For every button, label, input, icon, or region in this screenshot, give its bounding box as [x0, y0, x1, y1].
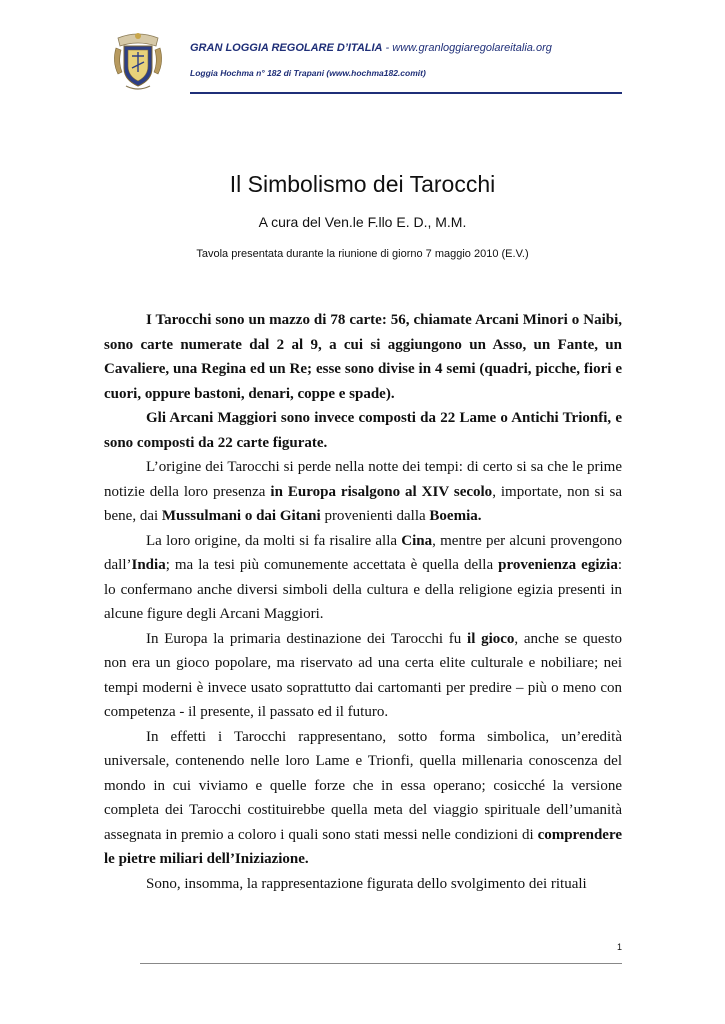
- text-run: , importate, non si sa bene, dai: [104, 483, 622, 524]
- bold-text-run: comprendere le pietre miliari dell’Iniziazione.: [104, 826, 622, 867]
- bold-text-run: Mussulmani o dai Gitani: [161, 508, 321, 524]
- text-run: In effetti i Tarocchi rappresentano, sotto forma simbolica, un’eredità universale, contenendo nelle loro Lame e Trionfi, quella millenaria conoscenza del mondo in cui viviamo e quelle forze che in essa operano; cosicché la versione completa dei Tarocchi costituirebbe quella meta del viaggio spirituale dell’umanità assegnata in premio a coloro i quali sono stati messi nelle condizioni di: [104, 728, 622, 843]
- page-number: 1: [616, 942, 622, 952]
- text-run: : lo confermano anche diversi simboli della cultura e della religione egizia presenti in alcune figure degli Arcani Maggiori.: [104, 557, 622, 622]
- document-body: [104, 308, 622, 896]
- text-run: La loro origine, da molti si fa risalire alla: [146, 532, 402, 549]
- text-run: , anche se questo non era un gioco popolare, ma riservato ad una certa elite culturale e nobiliare; nei tempi moderni è invece usato soprattutto dai cartomanti per predire – più o meno con competenza - il presente, il passato ed il futuro.: [104, 630, 622, 720]
- bold-text-run: Cina: [401, 532, 433, 549]
- text-run: L’origine dei Tarocchi si perde nella notte dei tempi: di certo si sa che le prime notizie della loro presenza: [104, 459, 622, 500]
- masonic-crest-icon: [110, 28, 166, 92]
- header-org-name: GRAN LOGGIA REGOLARE D’ITALIA: [190, 42, 383, 54]
- body-paragraph: [104, 725, 622, 872]
- body-paragraph: [104, 627, 622, 725]
- document-presentation-note: Tavola presentata durante la riunione di giorno 7 maggio 2010 (E.V.): [196, 248, 529, 260]
- document-author: A cura del Ven.le F.llo E. D., M.M.: [258, 214, 467, 230]
- bold-text-run: India: [131, 557, 166, 573]
- text-run: , mentre per alcuni provengono dall’: [104, 532, 622, 573]
- footer-divider: [140, 963, 622, 964]
- body-paragraph: [104, 308, 622, 406]
- header-divider: [190, 92, 622, 94]
- header-lodge: Loggia Hochma n° 182 di Trapani (www.hochma182.comit): [190, 68, 426, 78]
- body-paragraph: [104, 529, 622, 627]
- text-run: provenienti dalla: [320, 508, 430, 524]
- bold-text-run: il gioco: [467, 630, 515, 647]
- bold-text-run: Boemia.: [429, 508, 482, 524]
- header-org-line: [190, 42, 552, 54]
- body-paragraph: [104, 872, 622, 897]
- body-paragraph: [104, 455, 622, 529]
- header-org-site: - www.granloggiaregolareitalia.org: [382, 42, 552, 54]
- bold-text-run: in Europa risalgono al XIV secolo: [270, 483, 493, 500]
- document-title: Il Simbolismo dei Tarocchi: [229, 171, 496, 197]
- text-run: Sono, insomma, la rappresentazione figurata dello svolgimento dei rituali: [146, 875, 587, 892]
- body-paragraph: [104, 406, 622, 455]
- document-header: [110, 28, 622, 98]
- bold-text-run: I Tarocchi sono un mazzo di 78 carte: 56, chiamate Arcani Minori o Naibi, sono carte numerate dal 2 al 9, a cui si aggiungono un Asso, un Fante, un Cavaliere, una Regina ed un Re; esse sono divise in 4 semi (quadri, picche, fiori e cuori, oppure bastoni, denari, coppe e spade).: [104, 312, 622, 402]
- bold-text-run: Gli Arcani Maggiori sono invece composti da 22 Lame o Antichi Trionfi, e sono composti da 22 carte figurate.: [104, 410, 622, 451]
- bold-text-run: provenienza egizia: [498, 557, 618, 573]
- text-run: In Europa la primaria destinazione dei Tarocchi fu: [146, 630, 468, 647]
- text-run: ; ma la tesi più comunemente accettata è quella della: [165, 557, 499, 573]
